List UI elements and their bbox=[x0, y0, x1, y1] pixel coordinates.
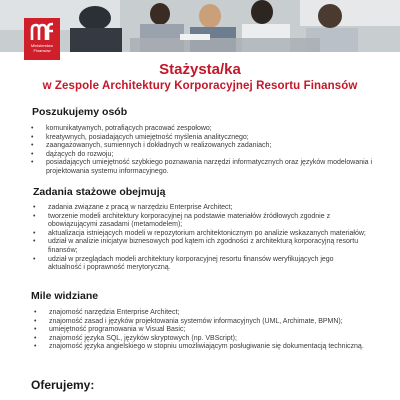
list-item-text: udział w analizie inicjatyw biznesowych pod kątem ich zgodności z architekturą korporacyjną resortu finansów; bbox=[48, 238, 359, 254]
header-photo bbox=[0, 0, 400, 52]
list-item-text: zaangażowanych, sumiennych i dokładnych w realizowanych zadaniach; bbox=[46, 142, 272, 150]
section-offer bbox=[0, 379, 400, 392]
list-item bbox=[33, 255, 368, 273]
list-item bbox=[34, 326, 369, 335]
list-item-text: znajomość języka SQL, języków skryptowych (np. VBScript); bbox=[49, 334, 237, 342]
bullet-icon: • bbox=[31, 133, 34, 141]
section-title: Oferujemy: bbox=[31, 378, 95, 392]
list-item bbox=[31, 133, 376, 143]
section-tasks bbox=[0, 186, 400, 273]
list-item bbox=[34, 334, 369, 344]
bullet-icon: • bbox=[33, 238, 36, 246]
list-item bbox=[34, 343, 369, 352]
logo-text: Ministerstwo Finansów bbox=[30, 43, 54, 53]
list-item bbox=[31, 150, 376, 160]
list-item-text: kreatywnych, posiadających umiejętność myślenia analitycznego; bbox=[46, 133, 249, 141]
list-item-text: tworzenie modeli architektury korporacyjnej na podstawie materiałów źródłowych zgodnie z obowiązującymi zasadami (metamodelem); bbox=[48, 212, 331, 229]
bullet-icon: • bbox=[31, 150, 34, 158]
mf-logo-icon bbox=[29, 21, 55, 43]
list-item-text: dążących do rozwoju; bbox=[46, 150, 114, 158]
section-title: Zadania stażowe obejmują bbox=[33, 186, 166, 198]
ministry-logo bbox=[24, 18, 60, 60]
bullet-icon: • bbox=[31, 142, 34, 150]
list-item-text: udział w przeglądach modeli architektury korporacyjnej resortu finansów weryfikujących jego aktualność i poprawność merytoryczną. bbox=[48, 255, 334, 272]
list-item-text: umiejętność programowania w Visual Basic; bbox=[49, 326, 186, 334]
list-item bbox=[33, 238, 368, 255]
bullet-icon: • bbox=[31, 159, 34, 167]
bullet-icon: • bbox=[33, 204, 36, 211]
list-item-text: posiadających umiejętność szybkiego poznawania narzędzi informatycznych oraz języków modelowania i projektowania systemu informacyjnego. bbox=[46, 159, 373, 175]
list-item bbox=[34, 317, 369, 327]
list-item-text: znajomość narzędzia Enterprise Architect; bbox=[49, 309, 180, 316]
bullet-icon: • bbox=[33, 255, 36, 263]
header-photo-illustration bbox=[0, 0, 400, 52]
list-item-text: aktualizacja istniejących modeli w repozytorium architektonicznym po analizie wskazanych materiałów; bbox=[48, 229, 366, 237]
list-item bbox=[34, 309, 369, 318]
list-item bbox=[33, 212, 368, 230]
section-nice-to-have bbox=[0, 290, 400, 352]
list-item bbox=[31, 159, 376, 176]
list-item bbox=[31, 125, 376, 134]
list-item bbox=[33, 204, 368, 213]
bullet-icon: • bbox=[33, 229, 36, 237]
list-item-text: komunikatywnych, potrafiących pracować zespołowo; bbox=[46, 125, 212, 132]
bullet-list bbox=[34, 309, 369, 352]
list-item bbox=[33, 229, 368, 239]
section-title: Poszukujemy osób bbox=[32, 106, 128, 118]
bullet-icon: • bbox=[34, 326, 37, 334]
bullet-list bbox=[31, 125, 376, 177]
list-item-text: znajomość języka angielskiego w stopniu umożliwiającym posługiwanie się dokumentacją techniczną. bbox=[49, 343, 364, 351]
job-subtitle: w Zespole Architektury Korporacyjnej Resortu Finansów bbox=[42, 80, 358, 92]
bullet-icon: • bbox=[34, 317, 37, 325]
bullet-icon: • bbox=[31, 125, 34, 132]
bullet-icon: • bbox=[34, 309, 37, 316]
bullet-icon: • bbox=[33, 212, 36, 220]
section-title: Mile widziane bbox=[31, 290, 99, 302]
job-title: Stażysta/ka bbox=[159, 61, 241, 78]
section-requirements bbox=[0, 106, 400, 177]
list-item-text: znajomość zasad i języków projektowania systemów informacyjnych (UML, Archimate, BPMN); bbox=[49, 317, 343, 325]
list-item bbox=[31, 142, 376, 151]
list-item-text: zadania związane z pracą w narzędziu Enterprise Architect; bbox=[48, 204, 233, 211]
bullet-icon: • bbox=[34, 334, 37, 342]
bullet-icon: • bbox=[34, 343, 37, 351]
bullet-list bbox=[33, 204, 368, 273]
